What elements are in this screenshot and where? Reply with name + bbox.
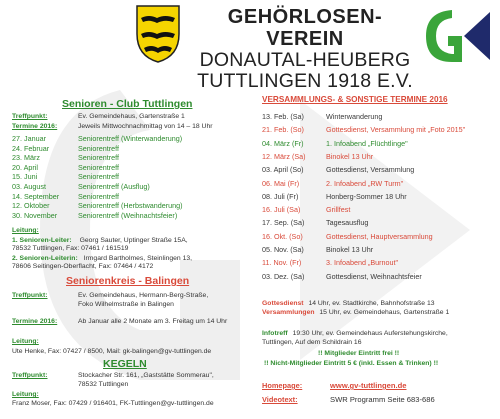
infotreff-value2: Tuttlingen, Auf dem Schildrain 16 (262, 339, 362, 346)
kreis-termine-label: Termine 2016: (12, 318, 58, 325)
kegeln-treff-value2: 78532 Tuttlingen (78, 381, 129, 388)
termin-date: 11. Nov. (Fr) (262, 258, 302, 268)
club-event-date: 30. November (12, 210, 58, 220)
club-event-row (12, 163, 119, 172)
kreis-leitung-label: Leitung: (12, 338, 39, 345)
club-treff-label: Treffpunkt: (12, 113, 48, 120)
club-leiter1-value: Georg Sauter, Uptinger Straße 15A, (79, 237, 188, 244)
club-event-text: Seniorentreff (78, 153, 120, 163)
termin-text: Gottesdienst, Versammlung mit „Foto 2015" (326, 125, 466, 135)
termin-date: 21. Feb. (So) (262, 125, 304, 135)
club-termine-value: Jeweils Mittwochnachmittag von 14 – 18 Uhr (78, 123, 213, 130)
termin-row (262, 125, 465, 134)
club-leiter2-addr: 78606 Seitingen-Oberflacht, Fax: 07464 / 4172 (12, 263, 154, 270)
termin-text: Binokel 13 Uhr (326, 245, 374, 254)
club-event-text: Seniorentreff (78, 172, 120, 182)
club-event-text: Seniorentreff (Herbstwanderung) (78, 201, 183, 211)
termin-date: 03. Dez. (Sa) (262, 271, 305, 281)
club-leiter1 (12, 237, 188, 244)
termin-date: 13. Feb. (Sa) (262, 112, 304, 121)
kreis-termine-value: Ab Januar alle 2 Monate am 3. Freitag um 14 Uhr (78, 318, 228, 325)
club-event-text: Seniorentreff (78, 143, 120, 153)
termin-date: 04. März (Fr) (262, 138, 304, 148)
club-section-title: Senioren - Club Tuttlingen (62, 98, 193, 110)
club-event-text: Seniorentreff (78, 162, 120, 172)
versammlungen-line (262, 309, 449, 316)
kegeln-treff-value1: Stockacher Str. 161, „Gaststätte Sommerau", (78, 372, 214, 379)
club-event-text: Seniorentreff (Weihnachtsfeier) (78, 210, 178, 220)
termin-text: Gottesdienst, Hauptversammlung (326, 231, 433, 241)
club-leitung-label: Leitung: (12, 227, 39, 234)
termin-row (262, 192, 407, 201)
kreis-leitung-value: Ute Henke, Fax: 07427 / 8500, Mail: gk-balingen@gv-tuttlingen.de (12, 348, 212, 355)
club-event-date: 27. Januar (12, 134, 46, 143)
club-event-row (12, 182, 150, 191)
termin-row (262, 152, 373, 161)
termin-row (262, 165, 414, 174)
club-event-date: 24. Februar (12, 143, 50, 153)
versammlungen-value: 15 Uhr, ev. Gemeindehaus, Gartenstraße 1 (319, 309, 450, 316)
club-event-text: Seniorentreff (Winterwanderung) (78, 134, 183, 143)
club-leiter1-label: 1. Senioren-Leiter: (12, 237, 72, 244)
gottesdienst-label: Gottesdienst (262, 300, 304, 307)
termin-date: 16. Okt. (So) (262, 231, 303, 241)
club-leiter2-label: 2. Senioren-Leiterin: (12, 255, 78, 262)
club-treff-value: Ev. Gemeindehaus, Gartenstraße 1 (78, 113, 185, 120)
termin-text: Binokel 13 Uhr (326, 151, 374, 161)
homepage-label: Homepage: (262, 381, 303, 390)
homepage-link[interactable]: www.gv-tuttlingen.de (330, 381, 407, 390)
infotreff-value1: 19:30 Uhr, ev. Gemeindehaus Auferstehungskirche, (292, 330, 448, 337)
club-leiter1-addr: 78532 Tuttlingen, Fax: 07461 / 161519 (12, 245, 129, 252)
videotext-label: Videotext: (262, 395, 298, 404)
versammlungen-label: Versammlungen (262, 309, 315, 316)
gottesdienst-line (262, 300, 435, 307)
club-leiter2 (12, 255, 192, 262)
club-termine-label: Termine 2016: (12, 123, 58, 130)
club-event-row (12, 201, 183, 210)
termin-row (262, 112, 382, 121)
termin-row (262, 245, 373, 254)
termin-text: 2. Infoabend „RW Turm" (326, 178, 404, 188)
termin-date: 16. Juli (Sa) (262, 205, 301, 215)
club-title-line1: GEHÖRLOSEN-VEREIN (227, 6, 383, 50)
termin-date: 05. Nov. (Sa) (262, 245, 304, 254)
club-event-date: 12. Oktober (12, 201, 50, 211)
mitglied-notice: !! Mitglieder Eintritt frei !! (318, 350, 400, 357)
termin-row (262, 258, 398, 267)
club-event-date: 23. März (12, 153, 40, 163)
gottesdienst-value: 14 Uhr, ev. Stadtkirche, Bahnhofstraße 13 (308, 300, 435, 307)
termin-date: 08. Juli (Fr) (262, 191, 299, 201)
termin-text: Honberg-Sommer 18 Uhr (326, 191, 407, 201)
club-event-row (12, 211, 177, 220)
termin-text: Winterwanderung (326, 112, 383, 121)
kreis-treff-value1: Ev. Gemeindehaus, Hermann-Berg-Straße, (78, 292, 209, 299)
club-title (190, 6, 420, 92)
termin-text: 1. Infoabend „Flüchtlinge" (326, 138, 408, 148)
kegeln-treff-label: Treffpunkt: (12, 372, 48, 379)
kegeln-leitung-label: Leitung: (12, 391, 39, 398)
termin-date: 06. Mai (Fr) (262, 178, 300, 188)
kreis-section-title: Seniorenkreis - Balingen (66, 275, 190, 287)
club-event-row (12, 144, 119, 153)
club-event-row (12, 134, 182, 143)
coat-of-arms-icon (135, 4, 181, 64)
termin-row (262, 218, 368, 227)
club-event-row (12, 153, 119, 162)
termin-row (262, 139, 408, 148)
club-event-text: Seniorentreff (78, 191, 120, 201)
infotreff-line (262, 330, 448, 337)
termin-text: Gottesdienst, Versammlung (326, 165, 415, 175)
termin-row (262, 179, 403, 188)
termin-text: Tagesausflug (326, 218, 369, 228)
club-event-date: 20. April (12, 162, 38, 172)
club-event-row (12, 192, 119, 201)
termin-row (262, 272, 422, 281)
kreis-treff-value2: Foko Wilhelmstraße in Balingen (78, 301, 174, 308)
club-logo-icon (422, 6, 494, 66)
club-event-date: 15. Juni (12, 172, 38, 182)
termin-row (262, 205, 350, 214)
termin-row (262, 232, 433, 241)
termin-text: Grillfest (326, 205, 351, 215)
club-event-row (12, 172, 119, 181)
infotreff-label: Infotreff (262, 330, 288, 337)
termin-text: 3. Infoabend „Burnout" (326, 258, 399, 268)
termin-date: 03. April (So) (262, 165, 304, 175)
kegeln-section-title: KEGELN (103, 358, 147, 370)
club-event-date: 14. September (12, 191, 60, 201)
club-event-date: 03. August (12, 182, 46, 191)
nicht-mitglied-notice: !! Nicht-Mitglieder Eintritt 5 € (inkl. Essen & Trinken) !! (264, 360, 439, 367)
club-title-line2: DONAUTAL-HEUBERG (199, 49, 411, 71)
termin-date: 17. Sep. (Sa) (262, 218, 305, 228)
club-title-line3: TUTTLINGEN 1918 E.V. (197, 70, 413, 92)
termin-text: Gottesdienst, Weihnachtsfeier (326, 271, 422, 281)
videotext-value: SWR Programm Seite 683-686 (330, 395, 435, 404)
kreis-treff-label: Treffpunkt: (12, 292, 48, 299)
kegeln-leitung-value: Franz Moser, Fax: 07429 / 916401, FK-Tuttlingen@gv-tuttlingen.de (12, 400, 214, 407)
termin-date: 12. März (Sa) (262, 151, 306, 161)
club-event-text: Seniorentreff (Ausflug) (78, 182, 150, 191)
club-leiter2-value: Irmgard Bartholmes, Steinlingen 13, (83, 255, 193, 262)
right-section-title: VERSAMMLUNGS- & SONSTIGE TERMINE 2016 (262, 95, 448, 104)
